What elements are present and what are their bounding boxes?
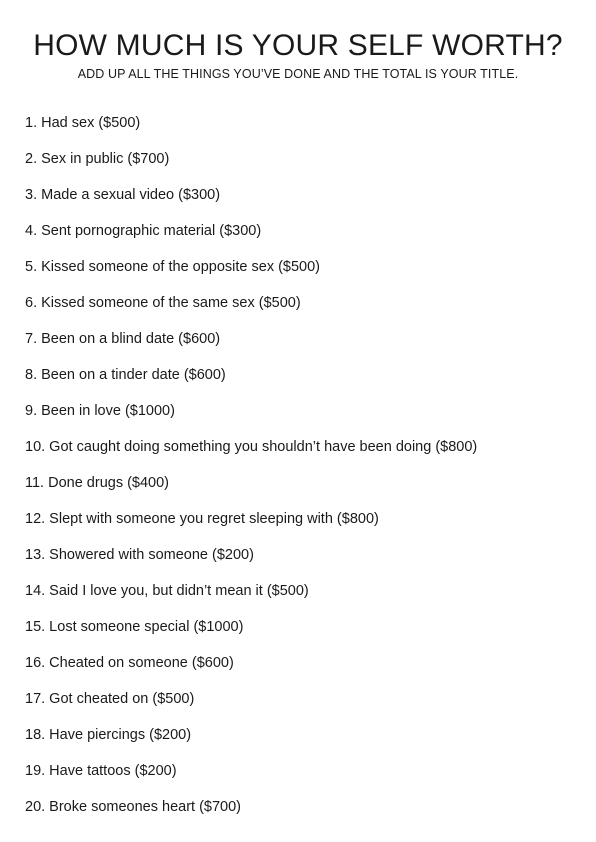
page-subtitle: ADD UP ALL THE THINGS YOU’VE DONE AND THE TOTAL IS YOUR TITLE. bbox=[77, 67, 519, 81]
list-item: 14. Said I love you, but didn’t mean it ($500) bbox=[25, 583, 309, 599]
list-item: 7. Been on a blind date ($600) bbox=[25, 331, 221, 347]
list-item: 10. Got caught doing something you shouldn’t have been doing ($800) bbox=[25, 439, 478, 455]
list-item: 4. Sent pornographic material ($300) bbox=[25, 223, 262, 239]
list-item: 18. Have piercings ($200) bbox=[25, 727, 192, 743]
list-item: 9. Been in love ($1000) bbox=[25, 403, 175, 419]
list-item: 15. Lost someone special ($1000) bbox=[25, 619, 244, 635]
list-item: 13. Showered with someone ($200) bbox=[25, 547, 254, 563]
list-item: 12. Slept with someone you regret sleeping with ($800) bbox=[25, 511, 379, 527]
item-list bbox=[25, 113, 477, 833]
list-item: 2. Sex in public ($700) bbox=[25, 151, 170, 167]
list-item: 16. Cheated on someone ($600) bbox=[25, 655, 234, 671]
list-item: 20. Broke someones heart ($700) bbox=[25, 799, 242, 815]
list-item: 3. Made a sexual video ($300) bbox=[25, 187, 221, 203]
list-item: 17. Got cheated on ($500) bbox=[25, 691, 195, 707]
list-item: 19. Have tattoos ($200) bbox=[25, 763, 177, 779]
list-item: 5. Kissed someone of the opposite sex ($500) bbox=[25, 259, 321, 275]
list-item: 8. Been on a tinder date ($600) bbox=[25, 367, 226, 383]
list-item: 1. Had sex ($500) bbox=[25, 115, 141, 131]
list-item: 6. Kissed someone of the same sex ($500) bbox=[25, 295, 301, 311]
list-item: 11. Done drugs ($400) bbox=[25, 475, 170, 491]
page-title: HOW MUCH IS YOUR SELF WORTH? bbox=[33, 29, 563, 62]
